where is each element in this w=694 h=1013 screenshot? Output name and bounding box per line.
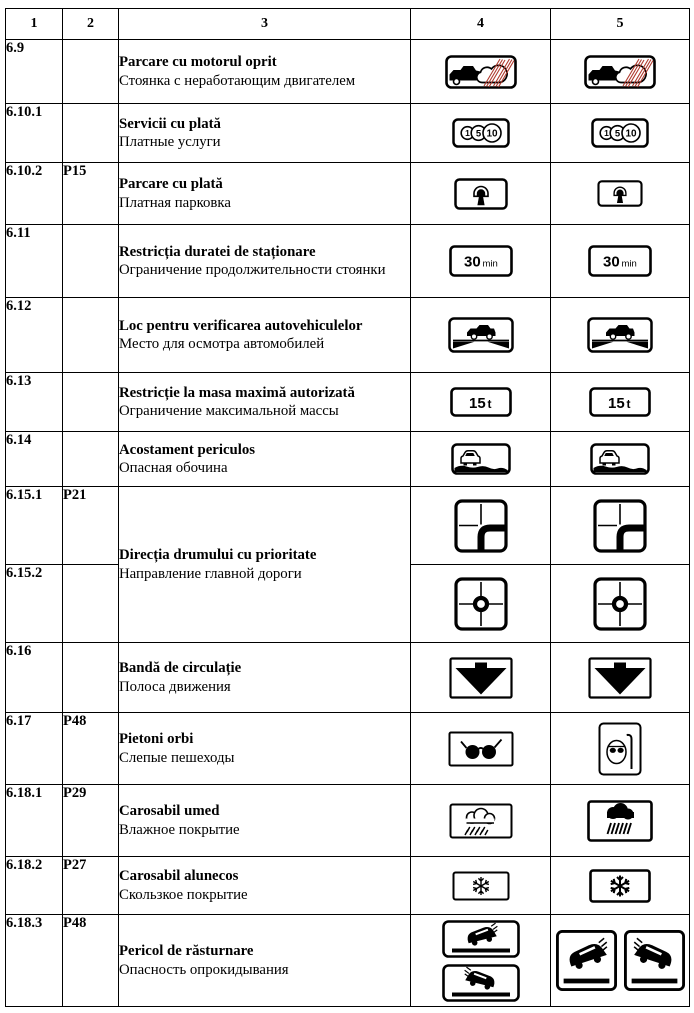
dangerous-shoulder-sign-icon (590, 443, 650, 475)
table-row (6, 487, 690, 565)
sign-cell (411, 713, 551, 785)
sign-cell (551, 643, 690, 713)
sign-name-ro: Bandă de circulație (119, 660, 242, 677)
parking-meter-sign-icon (597, 180, 643, 207)
paid-services-sign-icon (452, 118, 510, 148)
header-row (6, 9, 690, 40)
weight-limit-sign-icon (450, 387, 512, 417)
sign-name-ru: Ограничение продолжительности стоянки (119, 262, 386, 278)
row-plate-code (63, 643, 119, 713)
priority-road-cross-sign-icon (593, 577, 647, 631)
row-code: 6.14 (6, 432, 63, 487)
row-plate-code: P29 (63, 785, 119, 857)
sign-cell (411, 40, 551, 104)
signs-table (5, 8, 690, 1007)
rollover-risk-sign-icon (442, 920, 520, 958)
sign-cell (411, 915, 551, 1007)
blind-glasses-sign-icon (448, 731, 514, 767)
table-row (6, 373, 690, 432)
dangerous-shoulder-sign-icon (451, 443, 511, 475)
row-code: 6.15.2 (6, 565, 63, 643)
sign-cell (411, 565, 551, 643)
weight-value-label: 15 (468, 395, 486, 412)
sign-cell (411, 104, 551, 163)
sign-cell (411, 857, 551, 915)
table-row (6, 225, 690, 298)
sign-name-cell (119, 857, 411, 915)
row-plate-code (63, 432, 119, 487)
coin-10-label: 10 (485, 128, 498, 140)
row-plate-code (63, 104, 119, 163)
sign-name-ru: Влажное покрытие (119, 821, 240, 838)
table-row (6, 785, 690, 857)
sign-cell (551, 104, 690, 163)
sign-cell (551, 785, 690, 857)
sign-name-cell (119, 713, 411, 785)
blind-pedestrian-sign-icon (598, 722, 642, 776)
sign-cell (411, 487, 551, 565)
row-plate-code: P15 (63, 163, 119, 225)
minutes-value-label: 30 (463, 253, 481, 271)
sign-name-cell (119, 432, 411, 487)
coin-1-label: 1 (604, 128, 609, 138)
sign-cell (551, 857, 690, 915)
rollover-risk-sign-icon (442, 964, 520, 1002)
coin-5-label: 5 (475, 128, 481, 140)
inspection-point-sign-icon (448, 317, 514, 353)
sign-cell (411, 163, 551, 225)
rollover-risk-sign-icon (556, 930, 617, 991)
no-idling-sign-icon (584, 55, 656, 89)
row-plate-code (63, 298, 119, 373)
table-row (6, 163, 690, 225)
parking-meter-sign-icon (454, 178, 508, 210)
sign-name-cell (119, 40, 411, 104)
sign-name-ru: Полоса движения (119, 678, 231, 695)
row-plate-code: P48 (63, 915, 119, 1007)
paid-services-sign-icon (591, 118, 649, 148)
table-row (6, 432, 690, 487)
heavy-rain-sign-icon (587, 800, 653, 842)
sign-name-ro: Acostament periculos (119, 441, 256, 458)
sign-name-cell (119, 915, 411, 1007)
table-row (6, 713, 690, 785)
time-limit-sign-icon (588, 245, 652, 277)
snowflake-sign-icon (589, 869, 651, 903)
sign-name-cell (119, 298, 411, 373)
sign-cell (551, 373, 690, 432)
sign-cell (411, 432, 551, 487)
row-code: 6.18.3 (6, 915, 63, 1007)
sign-name-ro: Pericol de răsturnare (119, 943, 254, 960)
sign-name-cell (119, 163, 411, 225)
row-plate-code: P48 (63, 713, 119, 785)
table-row (6, 298, 690, 373)
row-code: 6.12 (6, 298, 63, 373)
row-plate-code: P21 (63, 487, 119, 565)
table-row (6, 857, 690, 915)
table-row (6, 40, 690, 104)
row-plate-code (63, 373, 119, 432)
sign-cell (411, 785, 551, 857)
sign-name-cell (119, 487, 411, 643)
table-row (6, 915, 690, 1007)
priority-road-turn-sign-icon (593, 499, 647, 553)
sign-name-ro: Restricție la masa maximă autorizată (119, 384, 355, 401)
coin-1-label: 1 (464, 128, 470, 138)
weight-unit-label: t (487, 397, 491, 411)
row-code: 6.11 (6, 225, 63, 298)
sign-name-ro: Parcare cu motorul oprit (119, 54, 277, 71)
sign-name-ru: Ограничение максимальной массы (119, 403, 339, 419)
sign-cell (551, 163, 690, 225)
sign-name-ro: Loc pentru verificarea autovehiculelor (119, 317, 363, 334)
row-plate-code (63, 225, 119, 298)
header-col-4: 4 (411, 9, 551, 40)
minutes-unit-label: min (482, 258, 498, 270)
sign-name-ro: Restricția duratei de staționare (119, 243, 316, 260)
lane-arrow-sign-icon (588, 657, 652, 699)
header-col-5: 5 (551, 9, 690, 40)
coin-10-label: 10 (625, 128, 637, 140)
sign-name-ru: Скользкое покрытие (119, 886, 248, 903)
sign-name-ro: Carosabil alunecos (119, 868, 239, 885)
row-code: 6.10.2 (6, 163, 63, 225)
lane-arrow-sign-icon (449, 657, 513, 699)
sign-cell (551, 432, 690, 487)
table-row (6, 104, 690, 163)
inspection-point-sign-icon (587, 317, 653, 353)
row-plate-code: P27 (63, 857, 119, 915)
row-code: 6.13 (6, 373, 63, 432)
row-code: 6.16 (6, 643, 63, 713)
row-code: 6.10.1 (6, 104, 63, 163)
time-limit-sign-icon (449, 245, 513, 277)
minutes-unit-label: min (621, 258, 637, 270)
sign-name-ru: Опасность опрокидывания (119, 961, 289, 978)
weight-unit-label: t (626, 397, 631, 411)
sign-name-ru: Слепые пешеходы (119, 749, 235, 766)
sign-name-ro: Pietoni orbi (119, 731, 194, 748)
sign-cell (411, 643, 551, 713)
sign-name-ru: Опасная обочина (119, 460, 228, 476)
row-plate-code (63, 565, 119, 643)
sign-name-ru: Место для осмотра автомобилей (119, 336, 325, 352)
priority-road-cross-sign-icon (454, 577, 508, 631)
row-code: 6.17 (6, 713, 63, 785)
row-code: 6.18.2 (6, 857, 63, 915)
header-col-1: 1 (6, 9, 63, 40)
sign-name-ru: Платные услуги (119, 134, 221, 150)
header-col-3: 3 (119, 9, 411, 40)
sign-cell (551, 225, 690, 298)
sign-cell (411, 373, 551, 432)
sign-name-cell (119, 373, 411, 432)
rollover-risk-sign-icon (624, 930, 685, 991)
sign-name-ru: Платная парковка (119, 194, 231, 211)
sign-name-ro: Servicii cu plată (119, 115, 221, 132)
sign-name-ru: Направление главной дороги (119, 565, 302, 582)
no-idling-sign-icon (445, 55, 517, 89)
sign-cell (551, 915, 690, 1007)
sign-name-ru: Стоянка с неработающим двигателем (119, 72, 356, 89)
sign-name-cell (119, 643, 411, 713)
row-code: 6.15.1 (6, 487, 63, 565)
header-col-2: 2 (63, 9, 119, 40)
sign-name-cell (119, 225, 411, 298)
sign-cell (551, 40, 690, 104)
sign-name-ro: Carosabil umed (119, 803, 220, 820)
row-code: 6.9 (6, 40, 63, 104)
sign-name-cell (119, 785, 411, 857)
sign-cell (411, 298, 551, 373)
sign-cell (551, 565, 690, 643)
row-plate-code (63, 40, 119, 104)
weight-value-label: 15 (608, 395, 625, 412)
priority-road-turn-sign-icon (454, 499, 508, 553)
sign-cell (551, 713, 690, 785)
minutes-value-label: 30 (603, 253, 620, 271)
sign-cell (551, 298, 690, 373)
sign-cell (411, 225, 551, 298)
row-code: 6.18.1 (6, 785, 63, 857)
sign-name-ro: Direcția drumului cu prioritate (119, 547, 317, 564)
coin-5-label: 5 (614, 128, 621, 140)
snowflake-sign-icon (452, 871, 510, 901)
wet-road-sign-icon (449, 803, 513, 839)
table-row (6, 643, 690, 713)
sign-name-ro: Parcare cu plată (119, 176, 223, 193)
sign-name-cell (119, 104, 411, 163)
weight-limit-sign-icon (589, 387, 651, 417)
sign-cell (551, 487, 690, 565)
